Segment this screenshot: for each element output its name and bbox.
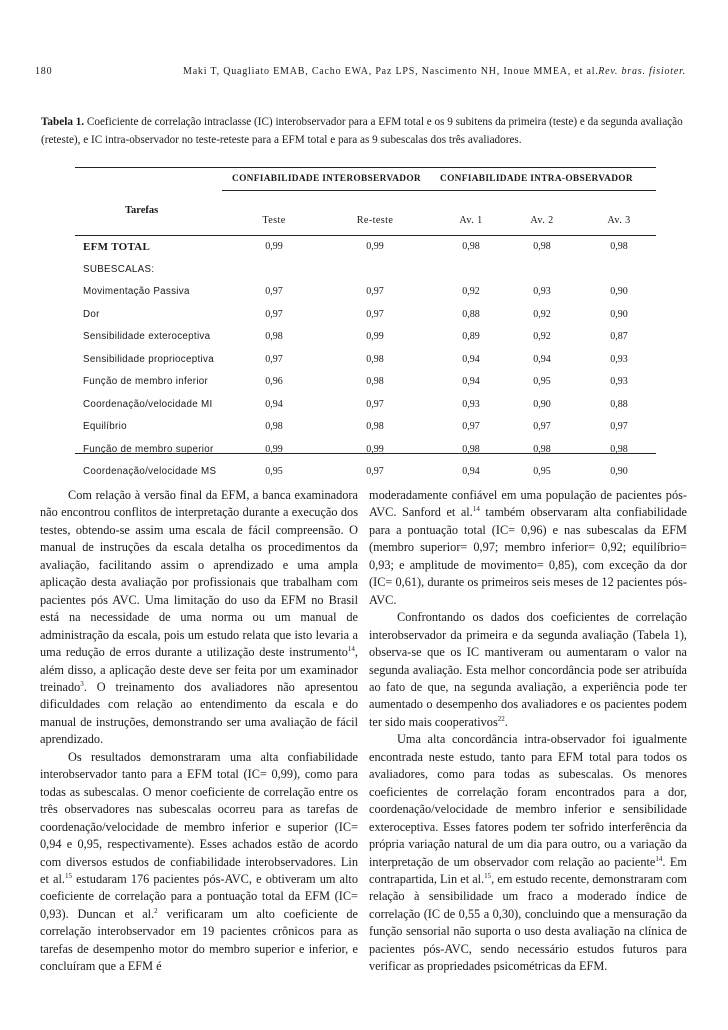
left-paragraph-1: Com relação à versão final da EFM, a banca examinadora não encontrou conflitos de interpretação durante a execução dos testes, obtendo-se assim uma escala de fácil compreensão. O manual de instruções da escala detalha os procedimentos da avaliação, facilitando assim o aprendizado e uma ampla aplicação desta avaliação por profissionais que trabalham com pacientes pós AVC. Uma limitação do uso da EFM no Brasil está na necessidade de uma norma ou um manual de administração da escala, pois um estudo relata que isto levaria a uma redução de erros durante a utilização deste instrumento$^{14}$, além disso, a aplicação deste deve ser feita por um examinador treinado$^3$. O treinamento dos avaliadores não apresentou dificuldades com relação ao entendimento da escala e do manual de instruções, demonstrando ser uma avaliação de fácil aprendizado.: [40, 488, 358, 747]
group-rule-inter: [222, 190, 466, 191]
table-cell: 0,90: [533, 398, 551, 410]
table-cell: 0,90: [610, 308, 628, 320]
table-row: [75, 399, 656, 417]
right-paragraph-2: Confrontando os dados dos coeficientes de correlação interobservador da primeira e da segunda avaliação (Tabela 1), observa-se que os IC mantiveram ou aumentaram o valor na segunda avaliação. Esta melhor concordância pode ser atribuída ao fato de que, na segunda avaliação, a experiência pode ter aumentado o desempenho dos avaliadores e os pacientes podem ter sido mais cooperativos$^{22}$.: [369, 610, 687, 729]
row-label: Movimentação Passiva: [83, 286, 190, 297]
table-cell: 0,97: [366, 286, 384, 297]
row-label: Dor: [83, 308, 100, 320]
table-cell: 0,97: [265, 286, 283, 297]
right-paragraph-1: moderadamente confiável em uma população de pacientes pós-AVC. Sanford et al.$^{14}$ também observaram alta confiabilidade para a pontuação total (IC= 0,96) e nas subescalas da EFM (membro superior= 0,97; membro inferior= 0,92; equilíbrio= 0,93; e amplitude de movimento= 0,85), com exceção da dor (IC= 0,61), durante os primeiros seis meses de 12 pacientes pós-AVC.: [369, 488, 687, 607]
row-label: SUBESCALAS:: [83, 263, 155, 275]
table-row: [75, 354, 656, 372]
table-cell: 0,99: [366, 443, 384, 455]
table-cell: 0,98: [610, 241, 628, 252]
table-row: [75, 376, 656, 394]
table-row: [75, 421, 656, 439]
row-label: EFM TOTAL: [83, 241, 151, 253]
row-label: Coordenação/velocidade MI: [83, 398, 213, 410]
table-cell: 0,94: [462, 376, 480, 387]
citation: 14: [347, 644, 355, 653]
row-label: Função de membro inferior: [83, 376, 209, 387]
citation: 15: [64, 871, 72, 880]
table-row: [75, 466, 656, 484]
citation: 2: [154, 906, 158, 915]
col-header-teste: Teste: [262, 215, 286, 226]
table-cell: 0,98: [533, 443, 551, 455]
table-cell: 0,89: [462, 331, 480, 342]
table-row: [75, 241, 656, 259]
group-header-intraobserver: CONFIABILIDADE INTRA-OBSERVADOR: [440, 174, 633, 184]
table-cell: 0,93: [610, 353, 628, 365]
running-authors: Maki T, Quagliato EMAB, Cacho EWA, Paz LPS, Nascimento NH, Inoue MMEA, et al.: [183, 66, 599, 77]
row-header-tarefas: Tarefas: [125, 205, 159, 216]
right-paragraph-3: Uma alta concordância intra-observador foi igualmente encontrada neste estudo, tanto para EFM total para todos os avaliadores, como para todas as subescalas. Os menores coeficientes de correlação foram encontrados para a dor, coordenação/velocidade de membro inferior e sensibilidade exteroceptiva. Esses fatores podem ter sofrido interferência da própria variação natural de um dia para outro, ou a variação da interpretação de um observador com relação ao paciente$^{14}$. Em contrapartida, Lin et al.$^{15}$, em estudo recente, demonstraram com relação à sensibilidade um fraco a moderado índice de correlação (IC de 0,55 a 0,30), concluindo que a mensuração da função sensorial não suporta o uso desta avaliação na clínica de pacientes pós-AVC, sendo necessário estudos futuros para verificar as propriedades psicométricas da EFM.: [369, 732, 687, 974]
table-cell: 0,98: [366, 376, 384, 387]
table-cell: 0,98: [610, 443, 628, 455]
table-cell: 0,90: [610, 466, 628, 477]
table-cell: 0,96: [265, 376, 283, 387]
col-header-av2: Av. 2: [530, 215, 554, 226]
group-header-interobserver: CONFIABILIDADE INTEROBSERVADOR: [232, 174, 421, 184]
journal-name: Rev. bras. fisioter.: [598, 66, 686, 77]
table-cell: 0,97: [366, 466, 384, 477]
table-cell: 0,99: [265, 241, 283, 252]
table-cell: 0,92: [533, 308, 551, 320]
citation: 14: [655, 854, 663, 863]
table-bottom-rule: [75, 453, 656, 454]
left-text-column: [40, 487, 358, 976]
left-paragraph-2: Os resultados demonstraram uma alta confiabilidade interobservador tanto para a EFM total (IC= 0,99), como para todas as subescalas. O menor coeficiente de correlação entre os três observadores nas subescalas ocorreu para as tarefas de coordenação/velocidade de membro inferior e superior (IC= 0,94 e 0,95, respectivamente). Esses achados estão de acordo com diversos estudos de confiabilidade interobservadores. Lin et al.$^{15}$ estudaram 176 pacientes pós-AVC, e obtiveram um alto coeficiente de correlação para a pontuação total da EFM (IC= 0,93). Duncan et al.$^2$ verificaram um alto coeficiente de correlação interobservador em 19 pacientes crônicos para as tarefas de desempenho motor do membro superior e inferior, e concluíram que a EFM é: [40, 749, 358, 974]
table-cell: 0,94: [462, 466, 480, 477]
right-text-column: [369, 487, 687, 976]
table-caption-text: Coeficiente de correlação intraclasse (IC) interobservador para a EFM total e os 9 subitens da primeira (teste) e da segunda avaliação (reteste), e IC intra-observador no teste-reteste para a EFM total e para as 9 subescalas dos três avaliadores.: [41, 116, 683, 146]
table-cell: 0,98: [265, 421, 283, 432]
table-cell: 0,97: [462, 421, 480, 432]
table-cell: 0,97: [366, 308, 384, 320]
citation: 15: [484, 871, 492, 880]
col-header-av3: Av. 3: [607, 215, 631, 226]
table-row: [75, 309, 656, 327]
col-header-reteste: Re-teste: [356, 215, 394, 226]
header-bottom-rule: [75, 235, 656, 236]
citation: 22: [497, 714, 505, 723]
table-cell: 0,95: [533, 376, 551, 387]
table-cell: 0,92: [462, 286, 480, 297]
citation: 3: [80, 679, 84, 688]
table-cell: 0,97: [533, 421, 551, 432]
table-cell: 0,98: [533, 241, 551, 252]
table-cell: 0,87: [610, 331, 628, 342]
table-cell: 0,97: [610, 421, 628, 432]
row-label: Sensibilidade proprioceptiva: [83, 353, 214, 365]
table-cell: 0,98: [265, 331, 283, 342]
table-cell: 0,94: [265, 398, 283, 410]
table-cell: 0,94: [462, 353, 480, 365]
table-cell: 0,88: [462, 308, 480, 320]
table-cell: 0,94: [533, 353, 551, 365]
table-cell: 0,98: [462, 241, 480, 252]
table-cell: 0,95: [265, 466, 283, 477]
table-cell: 0,98: [366, 353, 384, 365]
table-cell: 0,98: [366, 421, 384, 432]
row-label: Equilíbrio: [83, 421, 127, 432]
group-rule-intra: [437, 190, 656, 191]
table-caption: [41, 113, 691, 149]
running-header: [35, 66, 686, 82]
table-caption-label: Tabela 1.: [41, 116, 85, 128]
table-cell: 0,93: [610, 376, 628, 387]
table-cell: 0,95: [533, 466, 551, 477]
table-cell: 0,98: [462, 443, 480, 455]
table-cell: 0,88: [610, 398, 628, 410]
table-cell: 0,97: [265, 308, 283, 320]
table-cell: 0,99: [265, 443, 283, 455]
citation: 14: [472, 505, 480, 514]
table-row: [75, 286, 656, 304]
row-label: Coordenação/velocidade MS: [83, 466, 217, 477]
table-cell: 0,90: [610, 286, 628, 297]
table-cell: 0,99: [366, 331, 384, 342]
table-cell: 0,93: [462, 398, 480, 410]
table-row: [75, 331, 656, 349]
row-label: Sensibilidade exteroceptiva: [83, 331, 211, 342]
table-cell: 0,99: [366, 241, 384, 252]
table-row: [75, 264, 656, 282]
table-cell: 0,97: [366, 398, 384, 410]
table-cell: 0,97: [265, 353, 283, 365]
row-label: Função de membro superior: [83, 443, 214, 455]
table-top-rule: [75, 167, 656, 168]
col-header-av1: Av. 1: [459, 215, 483, 226]
table-cell: 0,93: [533, 286, 551, 297]
table-cell: 0,92: [533, 331, 551, 342]
page-number: 180: [35, 66, 53, 77]
